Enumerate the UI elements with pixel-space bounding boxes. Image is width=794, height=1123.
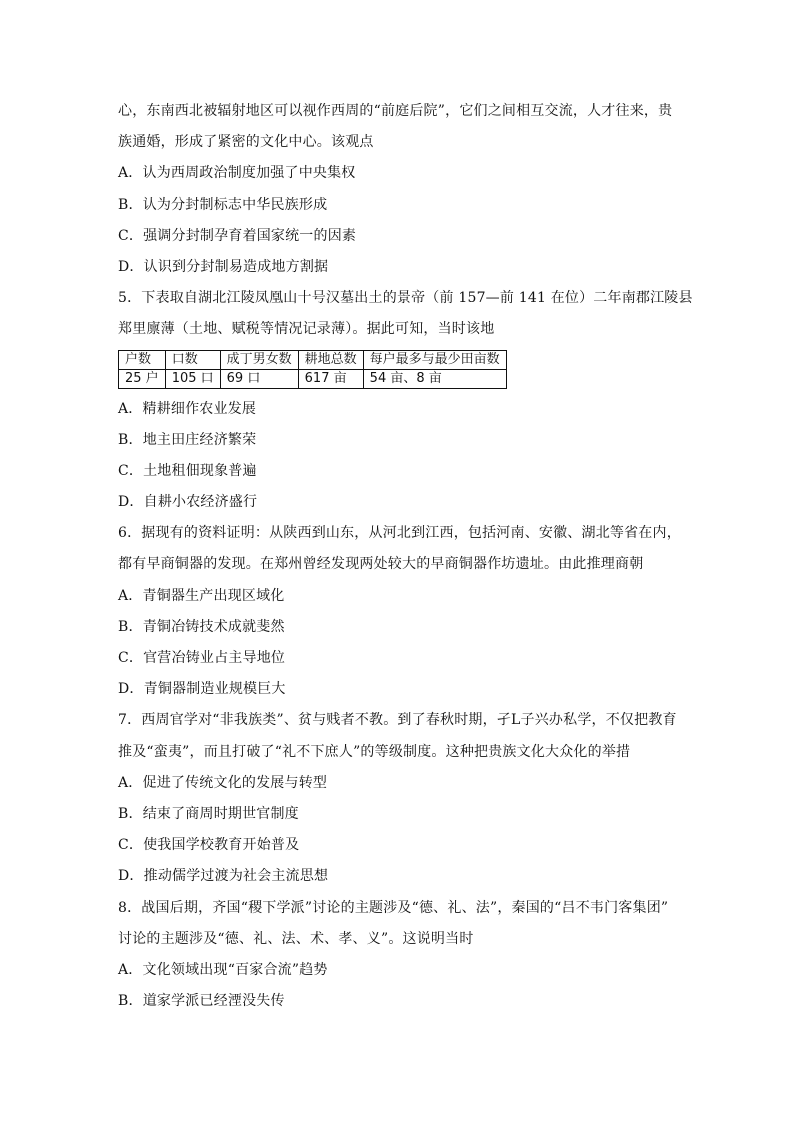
table-header-cell: 每户最多与最少田亩数 xyxy=(363,350,506,369)
table-header-cell: 口数 xyxy=(165,350,220,369)
table-header-cell: 成丁男女数 xyxy=(220,350,298,369)
question-stem-line: 5．下表取自湖北江陵凤凰山十号汉墓出土的景帝（前 157—前 141 在位）二年南郡江陵县 xyxy=(118,290,693,307)
question-8 xyxy=(118,893,678,1018)
table-cell: 105 口 xyxy=(165,369,220,388)
question-stem-line: 推及“蛮夷”，而且打破了“礼不下庶人”的等级制度。这种把贵族文化大众化的举措 xyxy=(118,743,631,760)
option-b: B．道家学派已经湮没失传 xyxy=(118,993,285,1010)
table-cell: 69 口 xyxy=(220,369,298,388)
option-a: A．文化领域出现“百家合流”趋势 xyxy=(118,961,328,978)
option-a: A．认为西周政治制度加强了中央集权 xyxy=(118,165,356,182)
question-7 xyxy=(118,705,678,892)
table-cell: 54 亩、8 亩 xyxy=(363,369,506,388)
question-stem-line: 讨论的主题涉及“德、礼、法、术、孝、义”。这说明当时 xyxy=(118,930,474,947)
option-d: D．自耕小农经济盛行 xyxy=(118,494,258,511)
table-header-row xyxy=(119,350,507,369)
question-stem-line: 郑里廪薄（土地、赋税等情况记录薄）。据此可知，当时该地 xyxy=(118,321,495,338)
option-c: C．强调分封制孕育着国家统一的因素 xyxy=(118,227,357,244)
question-stem-line: 族通婚，形成了紧密的文化中心。该观点 xyxy=(118,134,374,151)
land-record-table-wrap xyxy=(118,346,678,394)
option-c: C．土地租佃现象普遍 xyxy=(118,462,257,479)
question-stem-line: 7．西周官学对“非我族类”、贫与贱者不教。到了春秋时期，孑L子兴办私学，不仅把教育 xyxy=(118,712,677,729)
table-header-cell: 耕地总数 xyxy=(298,350,363,369)
option-b: B．青铜冶铸技术成就斐然 xyxy=(118,618,285,635)
table-row xyxy=(119,369,507,388)
option-c: C．使我国学校教育开始普及 xyxy=(118,837,300,854)
option-b: B．地主田庄经济繁荣 xyxy=(118,431,257,448)
question-4-continued xyxy=(118,96,678,283)
table-cell: 617 亩 xyxy=(298,369,363,388)
option-c: C．官营冶铸业占主导地位 xyxy=(118,650,286,666)
land-record-table xyxy=(118,350,507,389)
option-d: D．青铜器制造业规模巨大 xyxy=(118,681,286,698)
option-a: A．促进了传统文化的发展与转型 xyxy=(118,774,328,791)
question-stem-line: 心，东南西北被辐射地区可以视作西周的“前庭后院”，它们之间相互交流，人才往来，贵 xyxy=(118,103,673,119)
option-a: A．青铜器生产出现区域化 xyxy=(118,587,285,604)
table-cell: 25 户 xyxy=(119,369,166,388)
question-5 xyxy=(118,283,693,518)
option-d: D．认识到分封制易造成地方割据 xyxy=(118,258,329,275)
exam-page xyxy=(118,96,693,1017)
option-b: B．结束了商周时期世官制度 xyxy=(118,805,299,822)
question-6 xyxy=(118,518,681,705)
option-b: B．认为分封制标志中华民族形成 xyxy=(118,196,328,213)
option-d: D．推动儒学过渡为社会主流思想 xyxy=(118,868,329,885)
question-stem-line: 都有早商铜器的发现。在郑州曾经发现两处较大的早商铜器作坊遗址。由此推理商朝 xyxy=(118,556,644,573)
option-a: A．精耕细作农业发展 xyxy=(118,400,257,417)
table-header-cell: 户数 xyxy=(119,350,166,369)
question-stem-line: 8．战国后期，齐国“稷下学派”讨论的主题涉及“德、礼、法”，秦国的“吕不韦门客集团” xyxy=(118,899,669,916)
question-stem-line: 6．据现有的资料证明：从陕西到山东，从河北到江西，包括河南、安徽、湖北等省在内， xyxy=(118,525,681,542)
